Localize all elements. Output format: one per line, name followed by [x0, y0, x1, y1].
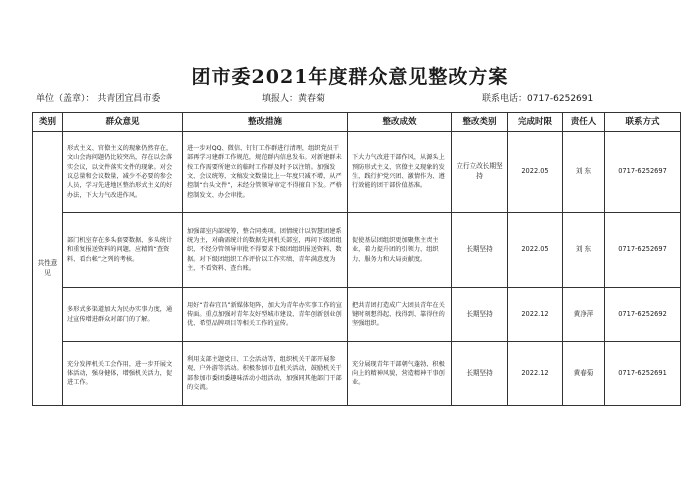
owner-cell: 黄春菊 — [563, 342, 605, 406]
category-cell: 共性意见 — [33, 132, 63, 406]
measures-cell: 利用支部主题党日、工会活动等，组织机关干部开展参观、户外游等活动。积极参加市直机关活动，鼓励机关干部参加市委团委趣味活动小组活动，加强同其他部门干部的交流。 — [183, 342, 348, 406]
header-category: 类别 — [33, 113, 63, 132]
type-cell: 长期坚持 — [452, 213, 508, 288]
opinion-cell: 多形式多渠道加大为民办实事力度，通过宣传增进群众对部门的了解。 — [63, 288, 183, 342]
effect-cell: 促使基层团组织更加聚焦主责主业，着力提升团的引领力、组织力、服务力和大局贡献度。 — [348, 213, 452, 288]
table-row — [33, 288, 681, 342]
type-cell: 长期坚持 — [452, 342, 508, 406]
owner-cell: 刘 东 — [563, 132, 605, 213]
contact-cell: 0717-6252691 — [605, 342, 681, 406]
effect-cell: 充分展现青年干部朝气蓬勃、积极向上的精神风貌，营造精神干事创业。 — [348, 342, 452, 406]
header-effect: 整改成效 — [348, 113, 452, 132]
owner-cell: 刘 东 — [563, 213, 605, 288]
rectification-table — [32, 112, 681, 406]
header-row — [33, 113, 681, 132]
document-title: 团市委2021年度群众意见整改方案 — [191, 66, 509, 88]
measures-cell: 用好“青春宜昌”新媒体矩阵，加大为青年办实事工作的宣传面。重点加强对青年友好型城市建设、青年创新创业创优、希望品牌项目等相关工作的宣传。 — [183, 288, 348, 342]
table-row — [33, 342, 681, 406]
header-contact: 联系方式 — [605, 113, 681, 132]
filler-line: 填报人：黄春菊 — [262, 94, 326, 104]
header-owner: 责任人 — [563, 113, 605, 132]
header-type: 整改类别 — [452, 113, 508, 132]
measures-cell: 进一步对QQ、微信、钉钉工作群进行清理，组织党员干部再学习建群工作规范，规范群内信息发布。对新建群未按工作需要所建立的临时工作群及时予以注销。加强发文、会议统筹，文稿发文数量比上一年度只减不增，从严控制“台头文件”，未经分管领导审定不得擅自下发。严格控制发文、办会审批。 — [183, 132, 348, 213]
opinion-cell: 充分发挥机关工会作用，进一步开展文体活动，强身健体，增强机关活力，促进工作。 — [63, 342, 183, 406]
opinion-cell: 部门机室存在多头套要数据、多头统计和重复报送资料的问题，应精简“查资料、看台帐”之列的考核。 — [63, 213, 183, 288]
deadline-cell: 2022.05 — [508, 213, 563, 288]
deadline-cell: 2022.05 — [508, 132, 563, 213]
header-opinion: 群众意见 — [63, 113, 183, 132]
phone-line: 联系电话：0717-6252691 — [482, 94, 594, 104]
opinion-cell: 形式主义、官僚主义的现象仍然存在，文山会海问题仍比较突出，存在以会落实会议，以文件落实文件的现象。对会议总量和会议数量，减少不必要的参会人员，学习先进地区整治形式主义的好办法，下大力气改进作风。 — [63, 132, 183, 213]
contact-cell: 0717-6252697 — [605, 132, 681, 213]
type-cell: 长期坚持 — [452, 288, 508, 342]
deadline-cell: 2022.12 — [508, 288, 563, 342]
contact-cell: 0717-6252697 — [605, 213, 681, 288]
effect-cell: 把共青团打造成广大团员青年在关键时刻想得起、找得到、靠得住的坚强组织。 — [348, 288, 452, 342]
table-row — [33, 132, 681, 213]
header-measures: 整改措施 — [183, 113, 348, 132]
deadline-cell: 2022.12 — [508, 342, 563, 406]
owner-cell: 黄净萍 — [563, 288, 605, 342]
unit-line: 单位（盖章）： 共青团宜昌市委 — [36, 94, 161, 104]
effect-cell: 下大力气改进干部作风，从源头上预防形式主义、官僚主义现象的发生，践行护党兴团、激情作为、遵行效能的团干部价值基准。 — [348, 132, 452, 213]
type-cell: 立行立改长期坚持 — [452, 132, 508, 213]
measures-cell: 加强部室内部统筹，整合同类项。团情统计以智慧团建系统为主，对确需统计的数据先问机关部室，再问下级团组织，不经分管领导审批不得要求下级团组织报送资料、数据。对下级团组织工作评价以工作实绩、青年满意度为主，不看资料、查台账。 — [183, 213, 348, 288]
header-deadline: 完成时限 — [508, 113, 563, 132]
table-row — [33, 213, 681, 288]
contact-cell: 0717-6252692 — [605, 288, 681, 342]
